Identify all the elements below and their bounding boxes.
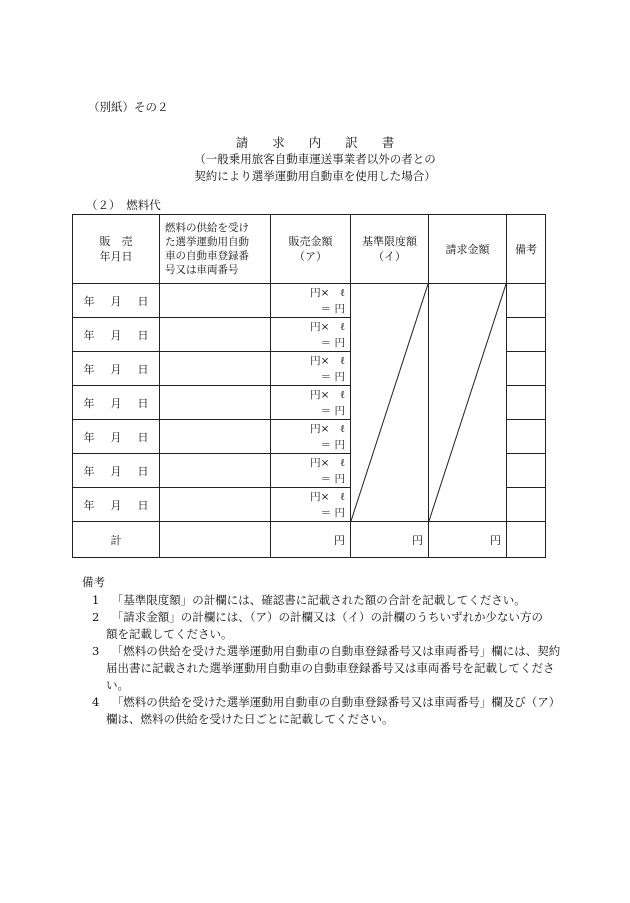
table-row (73, 284, 546, 318)
total-vehicle-cell (160, 522, 271, 558)
unit-price-text: 円× ℓ (310, 422, 345, 435)
notes-heading: 備考 (82, 575, 105, 589)
header-text: （イ） (373, 250, 406, 263)
note-text: 「燃料の供給を受けた選挙運動用自動車の自動車登録番号又は車両番号」欄には、契約届出書に記載された選挙運動用自動車の自動車登録番号又は車両番号を記載してください。 (106, 644, 561, 692)
vehicle-number-cell[interactable] (160, 284, 271, 318)
note-number: 1 (92, 593, 100, 607)
title-char: 求 (272, 135, 285, 150)
note-number: 2 (92, 610, 100, 624)
unit-price-text: 円× ℓ (310, 286, 345, 299)
notes-section (82, 574, 562, 728)
header-limit-amount (351, 215, 429, 284)
section-label: （２） 燃料代 (86, 198, 161, 212)
header-vehicle-number (160, 215, 271, 284)
title-char: 内 (308, 135, 322, 150)
month-label: 月 (110, 362, 122, 376)
note-number: 3 (92, 644, 100, 658)
day-label: 日 (137, 498, 149, 512)
diagonal-strike (429, 284, 506, 521)
sales-amount-cell[interactable] (271, 386, 351, 420)
sales-amount-cell[interactable] (271, 454, 351, 488)
title-char: 訳 (345, 135, 358, 150)
sales-amount-cell[interactable] (271, 488, 351, 522)
year-label: 年 (83, 396, 95, 410)
claim-amount-cell-crossed (429, 284, 507, 522)
total-row (73, 522, 546, 558)
vehicle-number-cell[interactable] (160, 420, 271, 454)
month-label: 月 (110, 498, 122, 512)
note-item (82, 609, 562, 643)
sales-total-text: ＝ 円 (320, 472, 345, 485)
date-cell[interactable] (73, 454, 160, 488)
remarks-cell[interactable] (507, 488, 546, 522)
document-title (0, 133, 630, 151)
total-label: 計 (73, 522, 160, 558)
unit-price-text: 円× ℓ (310, 388, 345, 401)
total-sales-amount-cell[interactable]: 円 (271, 522, 351, 558)
vehicle-number-cell[interactable] (160, 488, 271, 522)
date-cell[interactable] (73, 386, 160, 420)
sales-total-text: ＝ 円 (320, 370, 345, 383)
year-label: 年 (83, 498, 95, 512)
header-text: 燃料の供給を受け (165, 222, 249, 234)
header-text: 販売金額 (288, 235, 333, 248)
day-label: 日 (137, 362, 149, 376)
sales-total-text: ＝ 円 (320, 438, 345, 451)
month-label: 月 (110, 464, 122, 478)
sales-amount-cell[interactable] (271, 352, 351, 386)
day-label: 日 (137, 430, 149, 444)
month-label: 月 (110, 430, 122, 444)
year-label: 年 (83, 294, 95, 308)
note-text: 「請求金額」の計欄には、（ア）の計欄又は（イ）の計欄のうちいずれか少ない方の 額を記載してください。 (106, 610, 555, 641)
date-cell[interactable] (73, 488, 160, 522)
day-label: 日 (137, 328, 149, 342)
header-text: 車の自動車登録番 (165, 250, 249, 262)
total-claim-amount-cell[interactable]: 円 (429, 522, 507, 558)
sales-total-text: ＝ 円 (320, 506, 345, 519)
header-sale-date (73, 215, 160, 284)
fuel-cost-table (72, 214, 546, 558)
date-cell[interactable] (73, 352, 160, 386)
sales-total-text: ＝ 円 (320, 336, 345, 349)
subtitle-line-2: 契約により選挙運動用自動車を使用した場合） (194, 169, 436, 183)
date-cell[interactable] (73, 284, 160, 318)
note-text: 「基準限度額」の計欄には、確認書に記載された額の合計を記載してください。 (117, 593, 526, 607)
vehicle-number-cell[interactable] (160, 318, 271, 352)
year-label: 年 (83, 362, 95, 376)
remarks-cell[interactable] (507, 284, 546, 318)
sales-amount-cell[interactable] (271, 284, 351, 318)
note-number: 4 (92, 695, 100, 709)
title-char: 書 (381, 135, 395, 150)
vehicle-number-cell[interactable] (160, 386, 271, 420)
date-cell[interactable] (73, 420, 160, 454)
header-text: 号又は車両番号 (165, 264, 239, 276)
year-label: 年 (83, 328, 95, 342)
header-text: 基準限度額 (362, 235, 417, 248)
day-label: 日 (137, 294, 149, 308)
remarks-cell[interactable] (507, 352, 546, 386)
header-text: 販 売 (99, 235, 133, 248)
remarks-cell[interactable] (507, 454, 546, 488)
month-label: 月 (110, 328, 122, 342)
header-remarks: 備考 (507, 215, 546, 284)
date-cell[interactable] (73, 318, 160, 352)
sales-total-text: ＝ 円 (320, 404, 345, 417)
unit-price-text: 円× ℓ (310, 490, 345, 503)
total-remarks-cell[interactable] (507, 522, 546, 558)
total-limit-amount-cell[interactable]: 円 (351, 522, 429, 558)
unit-price-text: 円× ℓ (310, 354, 345, 367)
remarks-cell[interactable] (507, 420, 546, 454)
vehicle-number-cell[interactable] (160, 454, 271, 488)
month-label: 月 (110, 294, 122, 308)
header-text: た選挙運動用自動 (165, 236, 249, 248)
limit-amount-cell-crossed (351, 284, 429, 522)
header-sales-amount (271, 215, 351, 284)
attachment-label: （別紙）その２ (88, 100, 169, 114)
sales-amount-cell[interactable] (271, 318, 351, 352)
year-label: 年 (83, 464, 95, 478)
unit-price-text: 円× ℓ (310, 320, 345, 333)
header-text: 年月日 (99, 250, 133, 263)
vehicle-number-cell[interactable] (160, 352, 271, 386)
day-label: 日 (137, 396, 149, 410)
subtitle-line-1: （一般乗用旅客自動車運送事業者以外の者との (194, 152, 436, 166)
remarks-cell[interactable] (507, 386, 546, 420)
remarks-cell[interactable] (507, 318, 546, 352)
sales-total-text: ＝ 円 (320, 302, 345, 315)
day-label: 日 (137, 464, 149, 478)
month-label: 月 (110, 396, 122, 410)
note-item (82, 694, 562, 728)
sales-amount-cell[interactable] (271, 420, 351, 454)
title-char: 請 (235, 135, 249, 150)
header-text: （ア） (294, 250, 327, 263)
year-label: 年 (83, 430, 95, 444)
diagonal-strike (351, 284, 428, 521)
unit-price-text: 円× ℓ (310, 456, 345, 469)
note-item (82, 592, 562, 609)
note-text: 「燃料の供給を受けた選挙運動用自動車の自動車登録番号又は車両番号」欄及び（ア）欄は、燃料の供給を受けた日ごとに記載してください。 (106, 695, 561, 726)
header-claim-amount: 請求金額 (429, 215, 507, 284)
note-item (82, 643, 562, 694)
